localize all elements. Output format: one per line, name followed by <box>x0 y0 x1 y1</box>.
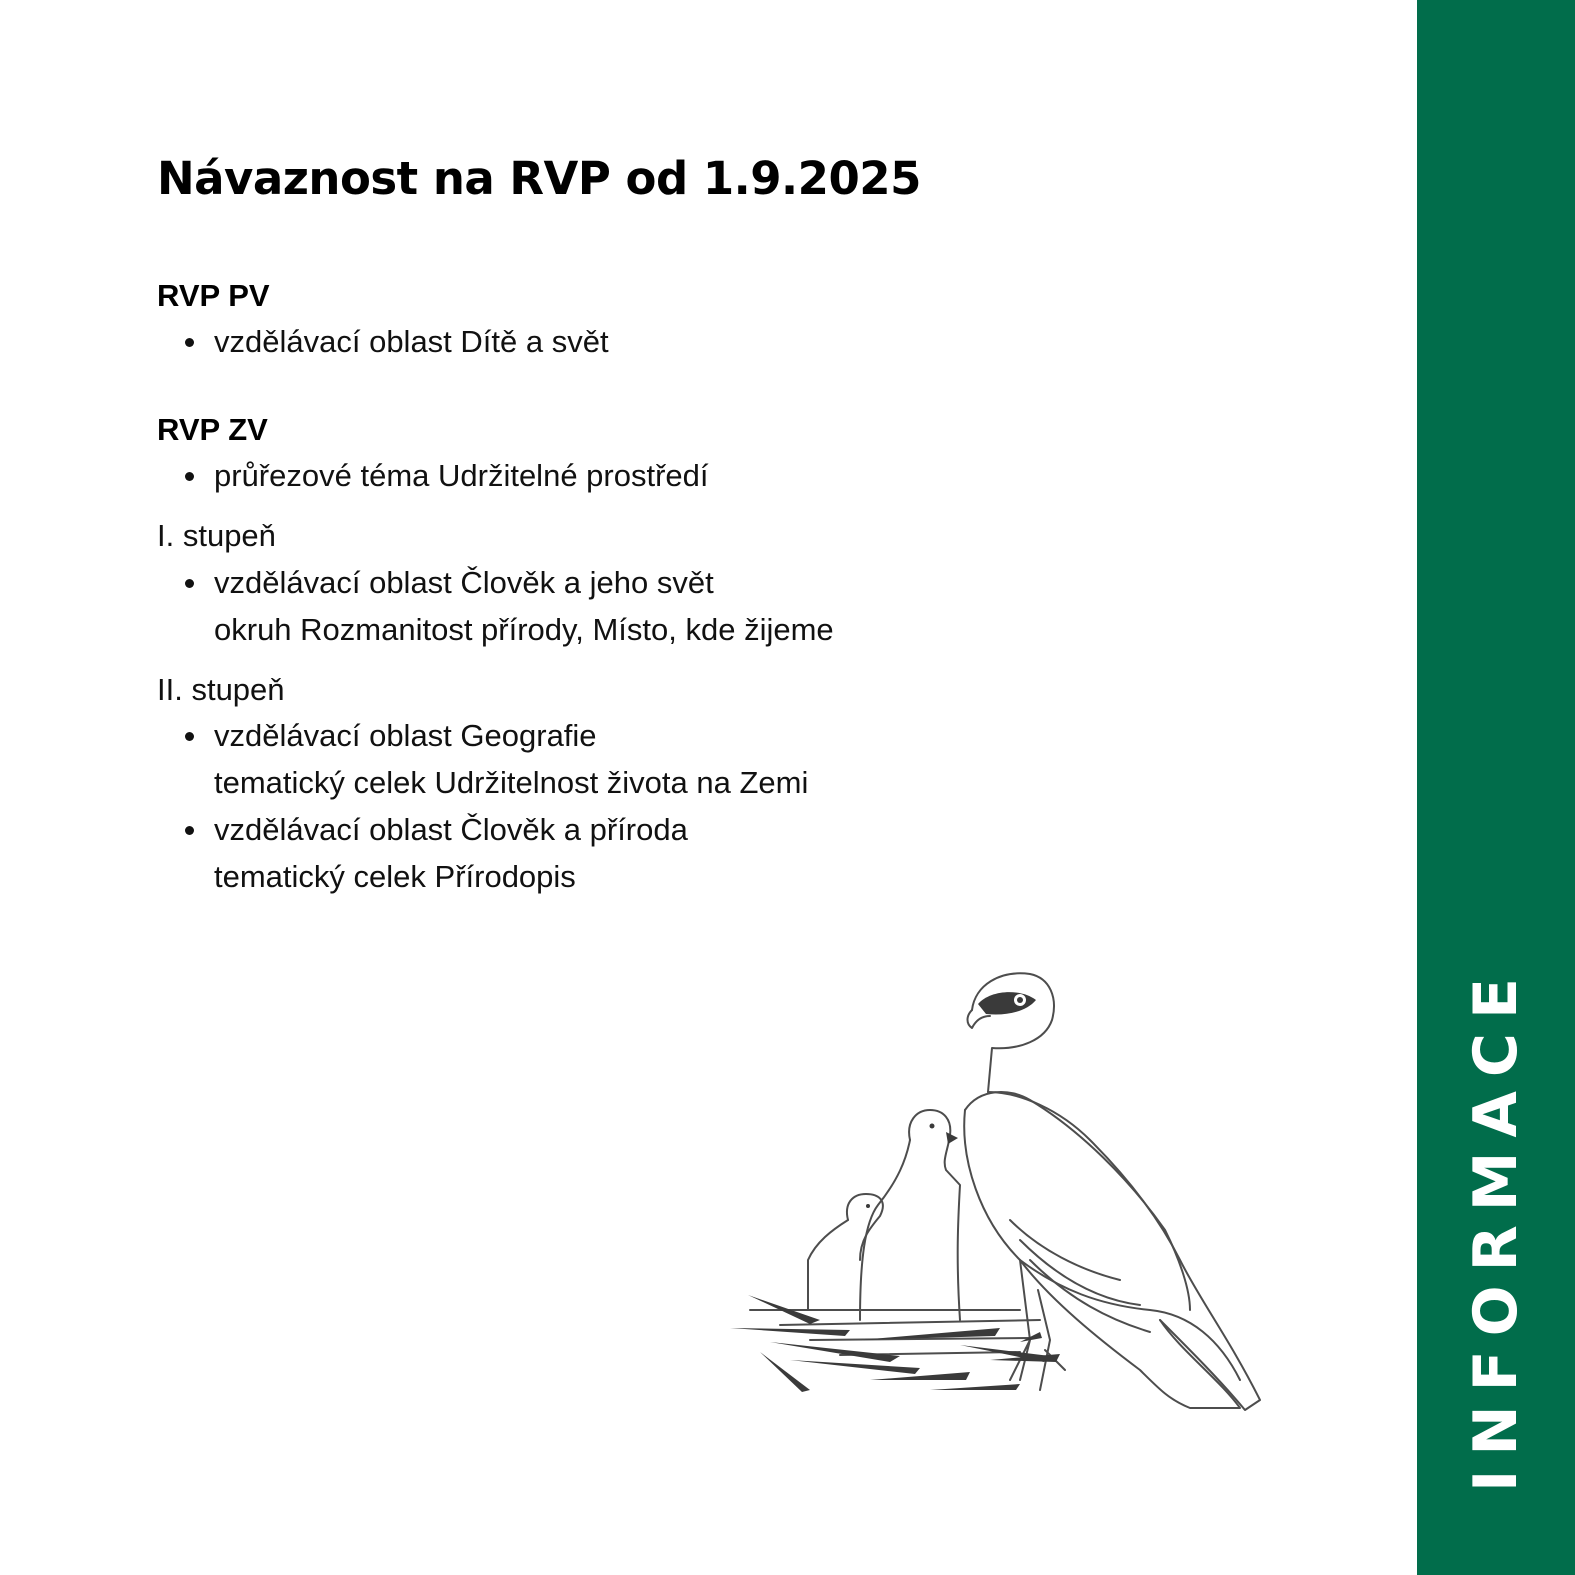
list-item-line: tematický celek Přírodopis <box>214 858 576 894</box>
list-rvp-pv <box>157 318 1257 365</box>
list-stupen-2 <box>157 712 1257 900</box>
stage-heading-1: I. stupeň <box>157 518 276 554</box>
list-item-line: okruh Rozmanitost přírody, Místo, kde žijeme <box>214 611 834 647</box>
page-title: Návaznost na RVP od 1.9.2025 <box>157 152 921 205</box>
list-item <box>157 559 1257 653</box>
list-item <box>157 712 1257 806</box>
section-heading-rvp-zv: RVP ZV <box>157 412 268 448</box>
list-item-line: vzdělávací oblast Geografie <box>214 717 597 753</box>
list-item <box>157 452 1257 499</box>
list-item-line: průřezové téma Udržitelné prostředí <box>214 458 709 494</box>
harrier-with-chicks-in-nest-icon <box>720 960 1280 1430</box>
list-item <box>157 318 1257 365</box>
list-item-line: vzdělávací oblast Člověk a příroda <box>214 811 688 847</box>
sidebar <box>1417 0 1575 1575</box>
list-item-line: vzdělávací oblast Člověk a jeho svět <box>214 564 714 600</box>
stage-heading-2: II. stupeň <box>157 671 285 707</box>
list-stupen-1 <box>157 559 1257 653</box>
main-content <box>157 152 1257 900</box>
list-rvp-zv <box>157 452 1257 499</box>
sidebar-label: INFORMACE <box>1461 964 1531 1492</box>
list-item-line: tematický celek Udržitelnost života na Zemi <box>214 764 809 800</box>
section-heading-rvp-pv: RVP PV <box>157 278 270 313</box>
list-item-line: vzdělávací oblast Dítě a svět <box>214 324 609 360</box>
list-item <box>157 806 1257 900</box>
